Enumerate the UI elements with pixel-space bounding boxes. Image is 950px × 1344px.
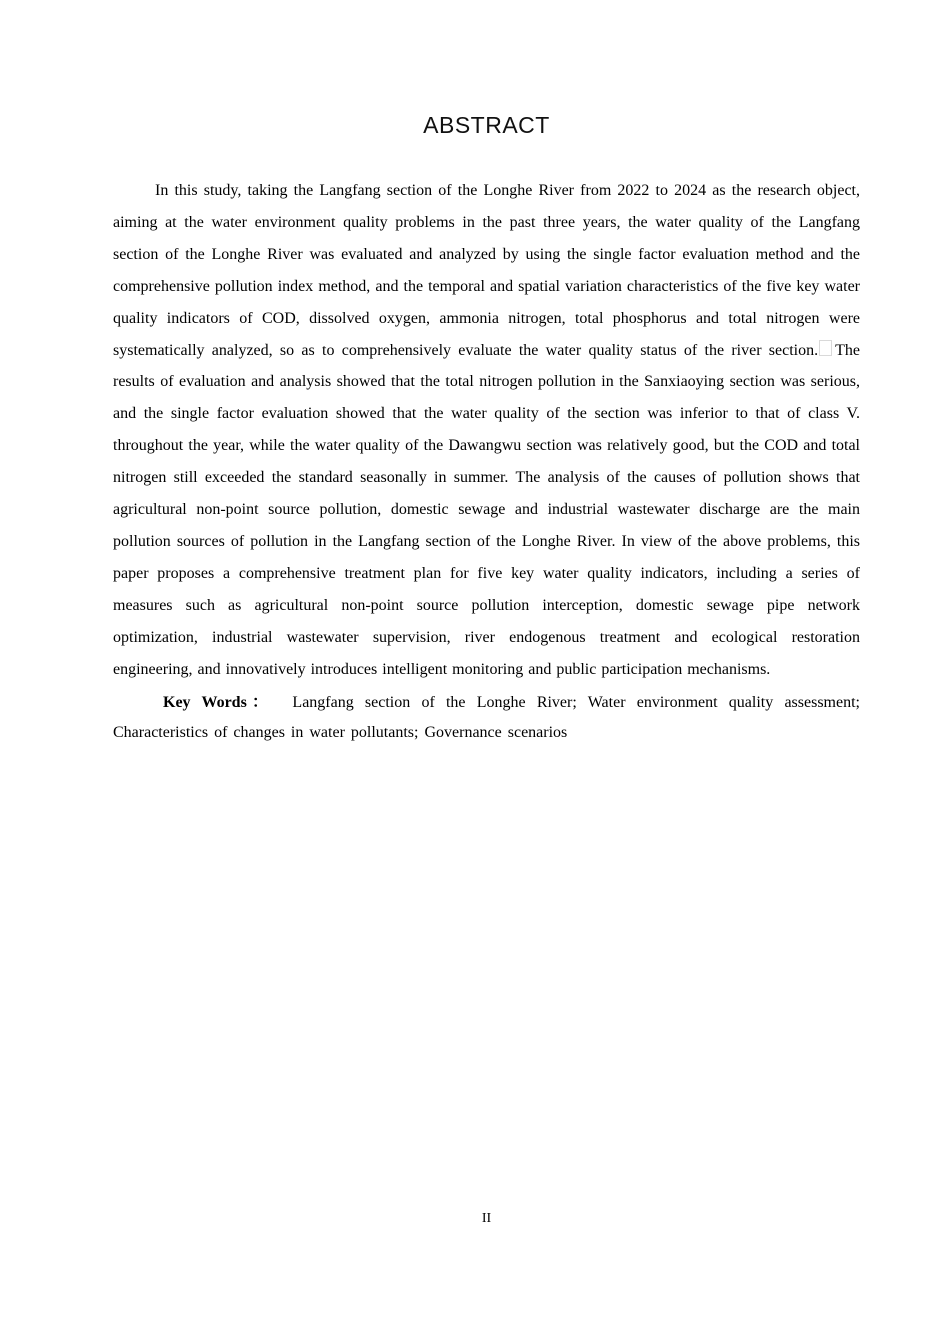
abstract-text-part2: The results of evaluation and analysis showed that the total nitrogen pollution in the Sanxiaoying section was serious, and the single factor evaluation showed that the water quality of the section was inferior to that of class V. throughout the year, while the water quality of the Dawangwu section was relatively good, but the COD and total nitrogen still exceeded the standard seasonally in summer. The analysis of the causes of pollution shows that agricultural non-point source pollution, domestic sewage and industrial wastewater discharge are the main pollution sources of pollution in the Langfang section of the Longhe River. In view of the above problems, this paper proposes a comprehensive treatment plan for five key water quality indicators, including a series of measures such as agricultural non-point source pollution interception, domestic sewage pipe network optimization, industrial wastewater supervision, river endogenous treatment and ecological restoration engineering, and innovatively introduces intelligent monitoring and public participation mechanisms. [113,341,860,678]
abstract-text-part1: In this study, taking the Langfang section of the Longhe River from 2022 to 2024 as the research object, aiming at the water environment quality problems in the past three years, the water quality of the Langfang section of the Longhe River was evaluated and analyzed by using the single factor evaluation method and the comprehensive pollution index method, and the temporal and spatial variation characteristics of the five key water quality indicators of COD, dissolved oxygen, ammonia nitrogen, total phosphorus and total nitrogen were systematically analyzed, so as to comprehensively evaluate the water quality status of the river section. [113,182,860,359]
page-number: II [481,1211,492,1226]
abstract-section [0,139,950,749]
abstract-paragraph [113,175,860,686]
page-title: ABSTRACT [423,112,550,138]
missing-glyph-box [819,340,832,356]
keywords-paragraph [113,688,860,749]
keywords-label: Key Words： [163,693,274,711]
keywords-text: Langfang section of the Longhe River; Water environment quality assessment; Characteristics of changes in water pollutants; Governance scenarios [113,693,860,741]
